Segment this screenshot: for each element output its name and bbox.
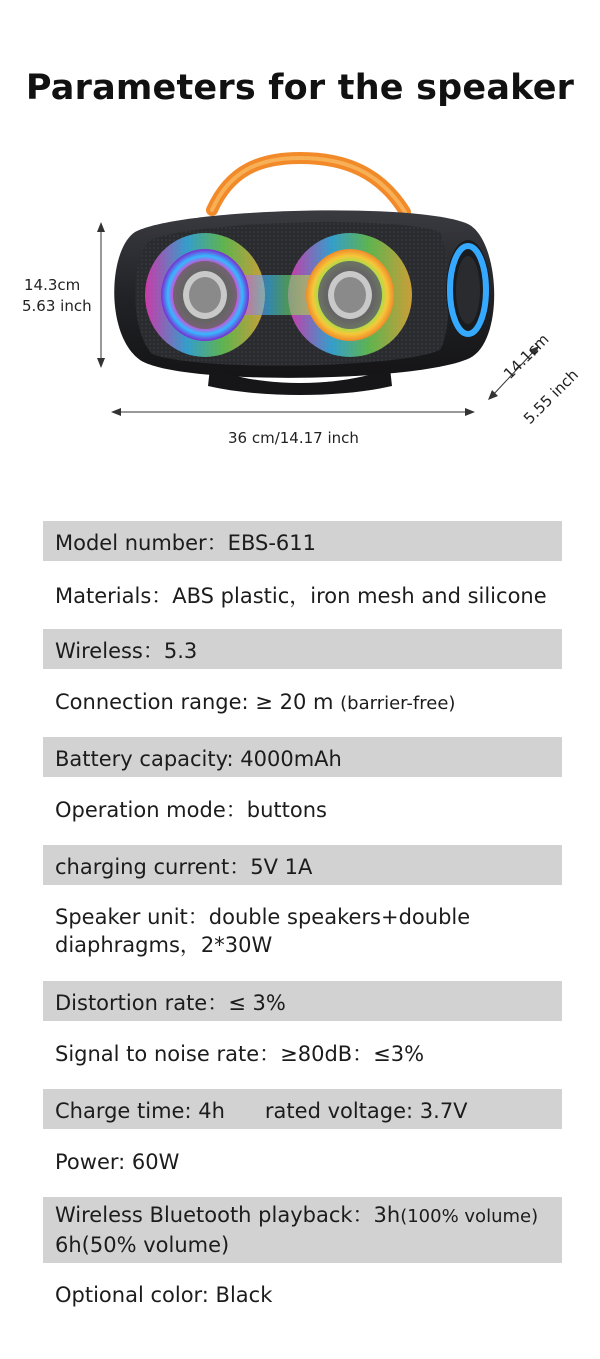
spec-text: Speaker unit：double speakers+double	[55, 905, 471, 929]
spec-list	[43, 521, 562, 1331]
spec-row-distortion	[43, 981, 562, 1021]
spec-extra: rated voltage: 3.7V	[264, 1099, 468, 1123]
depth-cm-label: 14.1cm	[500, 330, 553, 383]
spec-row-charge-time	[43, 1089, 562, 1129]
spec-text: Signal to noise rate：≥80dB：≤3%	[55, 1042, 425, 1066]
page-title: Parameters for the speaker	[25, 68, 575, 108]
speaker-figure	[0, 150, 600, 460]
spec-row-operation	[43, 777, 562, 845]
spec-text: Power: 60W	[55, 1150, 180, 1174]
spec-text-line2: 6h(50% volume)	[55, 1233, 230, 1257]
spec-row-playback	[43, 1197, 562, 1263]
spec-note: (100% volume)	[400, 1206, 539, 1227]
spec-row-speaker-unit	[43, 885, 562, 981]
depth-inch-label: 5.55 inch	[520, 365, 582, 428]
spec-row-snr	[43, 1021, 562, 1089]
spec-text-line2: diaphragms，2*30W	[55, 933, 273, 957]
spec-row-wireless	[43, 629, 562, 669]
spec-text: Distortion rate：≤ 3%	[55, 991, 286, 1015]
spec-row-battery	[43, 737, 562, 777]
height-cm-label: 14.3cm	[24, 276, 81, 294]
spec-text: Wireless Bluetooth playback：3h	[55, 1203, 401, 1227]
spec-text: Optional color: Black	[55, 1283, 273, 1307]
spec-row-range	[43, 669, 562, 737]
spec-text: Wireless：5.3	[55, 639, 198, 663]
spec-text: Materials：ABS plastic，iron mesh and silicone	[55, 584, 547, 608]
spec-row-color	[43, 1263, 562, 1331]
spec-text: Model number：EBS-611	[55, 531, 316, 555]
spec-row-materials	[43, 561, 562, 629]
spec-row-model	[43, 521, 562, 561]
spec-text: Charge time: 4h	[55, 1099, 225, 1123]
spec-note: (barrier-free)	[340, 693, 456, 714]
spec-row-charging-current	[43, 845, 562, 885]
width-label: 36 cm/14.17 inch	[228, 429, 359, 447]
height-inch-label: 5.63 inch	[22, 297, 92, 315]
spec-text: Connection range: ≥ 20 m	[55, 690, 334, 714]
spec-text: Operation mode：buttons	[55, 798, 327, 822]
spec-text: charging current：5V 1A	[55, 855, 313, 879]
spec-row-power	[43, 1129, 562, 1197]
spec-text: Battery capacity: 4000mAh	[55, 747, 342, 771]
